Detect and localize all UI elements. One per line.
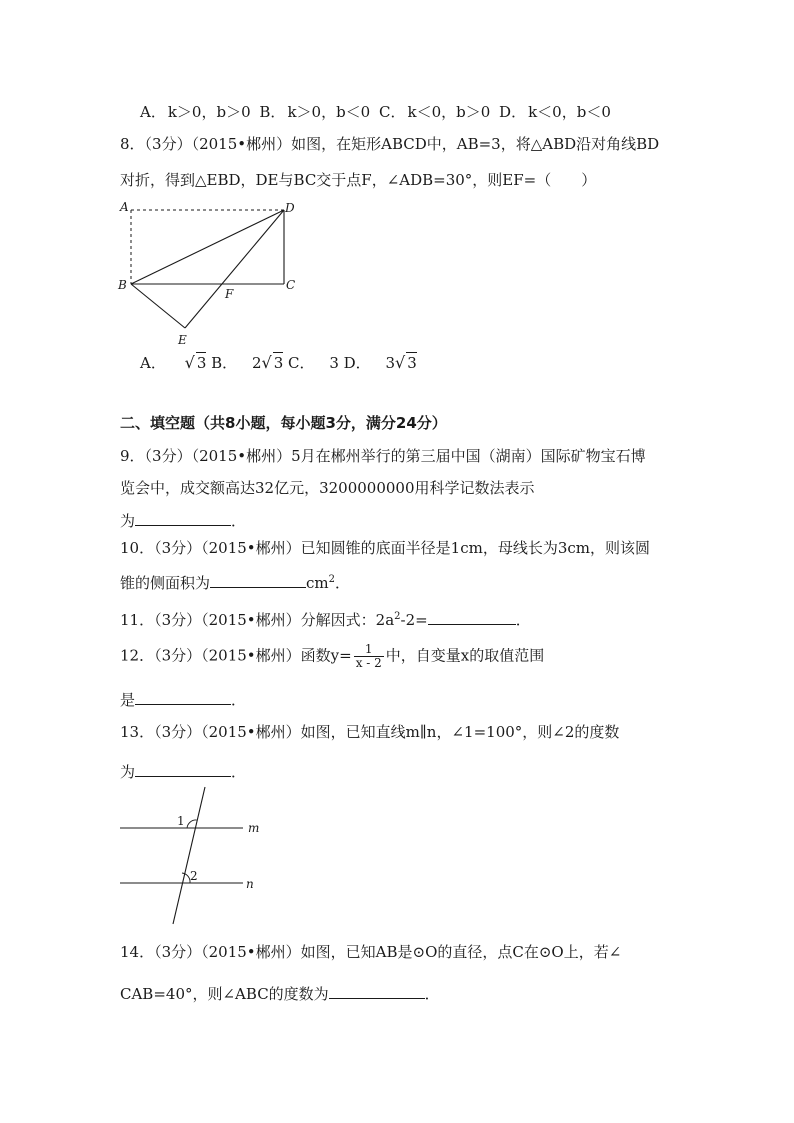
- q14-text-line2: [120, 982, 440, 1004]
- q14-line2-post: ．: [424, 985, 440, 1003]
- q11-answer-blank[interactable]: [428, 608, 516, 625]
- q8-option-b-label: B．: [211, 354, 238, 372]
- q9-line3-pre: 为: [120, 512, 136, 530]
- q12-line2-post: ．: [231, 691, 247, 709]
- q8-figure: [112, 198, 312, 348]
- q8-option-b-coef: 2: [251, 354, 262, 372]
- q8-segment-ed: [185, 210, 284, 328]
- q8-label-c: C: [286, 278, 296, 292]
- q12-answer-blank[interactable]: [135, 688, 231, 705]
- q12-pre: 12．（3分）（2015•郴州）函数y=: [120, 646, 352, 665]
- q13-line2-pre: 为: [120, 763, 136, 781]
- q13-label-angle1: 1: [177, 814, 185, 828]
- q13-text-line1: 13．（3分）（2015•郴州）如图，已知直线m∥n，∠1=100°，则∠2的度数: [120, 723, 620, 741]
- q9-text-line3: [120, 509, 246, 531]
- q9-text-line1: 9．（3分）（2015•郴州）5月在郴州举行的第三届中国（湖南）国际矿物宝石博: [120, 447, 646, 465]
- q12-denominator: x - 2: [355, 656, 382, 670]
- q12-numerator: 1: [354, 643, 384, 657]
- section2-heading: 二、填空题（共8小题，每小题3分，满分24分）: [120, 414, 447, 432]
- q13-answer-blank[interactable]: [135, 760, 231, 777]
- q7-option-b-text: k＞0，b＜0: [287, 103, 371, 121]
- radical-icon: √: [261, 353, 272, 372]
- q13-transversal: [173, 787, 205, 924]
- q8-option-d-radicand: 3: [407, 354, 417, 372]
- q10-line2-post: ．: [335, 574, 351, 592]
- q8-segment-be: [131, 284, 185, 328]
- radical-icon: √: [184, 353, 195, 372]
- q7-option-d-label: D．: [499, 103, 527, 121]
- q11-post: ．: [515, 611, 531, 629]
- q10-unit-exponent: 2: [328, 574, 336, 585]
- q10-text-line2: [120, 570, 350, 593]
- q9-text-line2: 览会中，成交额高达32亿元，3200000000用科学记数法表示: [120, 479, 535, 497]
- q12-fraction: [354, 643, 384, 670]
- q10-text-line1: 10．（3分）（2015•郴州）已知圆锥的底面半径是1cm，母线长为3cm，则该圆: [120, 539, 650, 557]
- q8-options: [140, 352, 417, 373]
- q7-option-a-label: A．: [140, 103, 166, 121]
- q8-label-d: D: [285, 201, 295, 215]
- q13-label-m: m: [248, 821, 260, 835]
- q7-options: [140, 102, 613, 122]
- q13-label-angle2: 2: [190, 869, 198, 883]
- q14-answer-blank[interactable]: [329, 982, 425, 999]
- q9-answer-blank[interactable]: [135, 509, 231, 526]
- q13-angle1-arc: [187, 820, 197, 828]
- q12-text-line2: [120, 688, 246, 710]
- q8-option-d-label: D．: [343, 354, 371, 372]
- q8-option-c-label: C．: [288, 354, 315, 372]
- q8-option-c-text: 3: [329, 354, 339, 372]
- q8-option-d-coef: 3: [385, 354, 395, 372]
- q8-segment-bd: [131, 210, 284, 284]
- q11-text: [120, 607, 531, 630]
- q13-label-n: n: [246, 877, 254, 891]
- q11-pre: 11．（3分）（2015•郴州）分解因式：2a: [120, 611, 395, 629]
- q13-line2-post: ．: [231, 763, 247, 781]
- q11-mid: -2=: [400, 611, 428, 629]
- q9-line3-post: ．: [231, 512, 247, 530]
- q7-option-d-text: k＜0，b＜0: [528, 103, 611, 121]
- q14-line2-pre: CAB=40°，则∠ABC的度数为: [120, 985, 329, 1003]
- q12-post: 中，自变量x的取值范围: [385, 646, 545, 665]
- q7-option-c-text: k＜0，b＞0: [407, 103, 491, 121]
- q10-line2-pre: 锥的侧面积为: [120, 574, 211, 592]
- q12-text-line1: [120, 643, 544, 670]
- q8-option-a-radicand: 3: [196, 354, 207, 372]
- q10-answer-blank[interactable]: [210, 571, 306, 588]
- q11-exponent: 2: [394, 611, 401, 622]
- q8-label-b: B: [118, 278, 127, 292]
- q13-figure: [115, 782, 275, 932]
- q8-option-b-radicand: 3: [273, 354, 284, 372]
- q8-label-f: F: [225, 287, 234, 301]
- q12-line2-pre: 是: [120, 691, 136, 709]
- q14-text-line1: 14．（3分）（2015•郴州）如图，已知AB是⊙O的直径，点C在⊙O上，若∠: [120, 943, 622, 961]
- q7-option-a-text: k＞0，b＞0: [167, 103, 251, 121]
- q7-option-c-label: C．: [379, 103, 406, 121]
- q8-label-a: A: [120, 200, 129, 214]
- radical-icon: √: [395, 353, 406, 372]
- q7-option-b-label: B．: [259, 103, 286, 121]
- q8-option-a-label: A．: [140, 354, 166, 372]
- q13-text-line2: [120, 760, 246, 782]
- q10-unit: cm: [306, 574, 329, 592]
- q8-text-line1: 8．（3分）（2015•郴州）如图，在矩形ABCD中，AB=3，将△ABD沿对角线BD: [120, 135, 660, 153]
- q8-label-e: E: [178, 333, 187, 347]
- q8-text-line2: 对折，得到△EBD，DE与BC交于点F，∠ADB=30°，则EF=（ ）: [120, 171, 597, 189]
